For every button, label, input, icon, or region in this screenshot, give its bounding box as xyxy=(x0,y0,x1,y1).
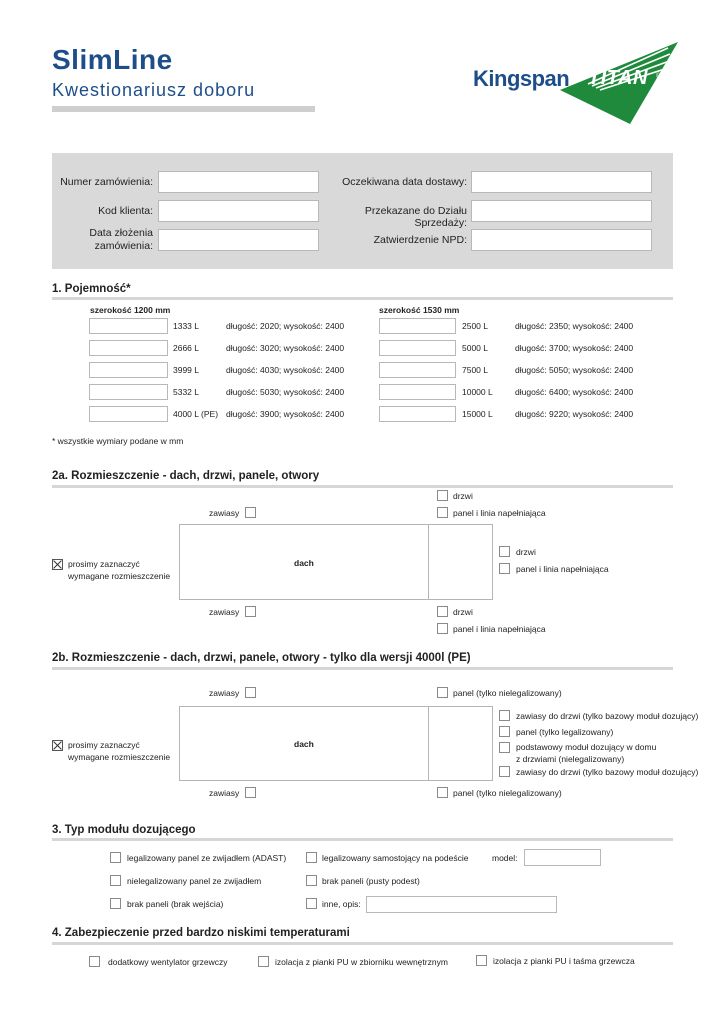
capacity-1200-input[interactable] xyxy=(89,384,168,400)
bottom-hinges-checkbox[interactable] xyxy=(245,606,256,617)
capacity-dims: długość: 9220; wysokość: 2400 xyxy=(515,409,634,419)
top-panel-unlegal-checkbox[interactable] xyxy=(437,687,448,698)
no-panel-empty-label: brak paneli (pusty podest) xyxy=(322,876,420,886)
capacity-dims: długość: 3900; wysokość: 2400 xyxy=(226,409,345,419)
top-hinges-checkbox[interactable] xyxy=(245,687,256,698)
capacity-1530-input[interactable] xyxy=(379,362,456,378)
order-number-input[interactable] xyxy=(158,171,319,193)
side-door-label: drzwi xyxy=(516,547,536,557)
capacity-value: 5000 L xyxy=(462,343,488,353)
legal-standalone-checkbox[interactable] xyxy=(306,852,317,863)
capacity-dims: długość: 3020; wysokość: 2400 xyxy=(226,343,345,353)
unlegal-panel-label: nielegalizowany panel ze zwijadłem xyxy=(127,876,262,886)
capacity-dims: długość: 2020; wysokość: 2400 xyxy=(226,321,345,331)
order-number-label: Numer zamówienia: xyxy=(60,176,153,188)
width-1530-label: szerokość 1530 mm xyxy=(379,305,460,315)
capacity-dims: długość: 6400; wysokość: 2400 xyxy=(515,387,634,397)
module-heading: 3. Typ modułu dozującego xyxy=(52,824,196,836)
capacity-value: 7500 L xyxy=(462,365,488,375)
side-door-checkbox[interactable] xyxy=(499,546,510,557)
top-hinges-checkbox[interactable] xyxy=(245,507,256,518)
capacity-dims: długość: 5050; wysokość: 2400 xyxy=(515,365,634,375)
capacity-value: 10000 L xyxy=(462,387,493,397)
capacity-value: 3999 L xyxy=(173,365,199,375)
section-divider xyxy=(52,297,673,300)
pu-tape-checkbox[interactable] xyxy=(476,955,487,966)
other-checkbox[interactable] xyxy=(306,898,317,909)
order-date-input[interactable] xyxy=(158,229,319,251)
fan-label: dodatkowy wentylator grzewczy xyxy=(108,957,228,967)
unlegal-panel-checkbox[interactable] xyxy=(110,875,121,886)
logo-titan: TITAN xyxy=(588,67,648,89)
section-divider xyxy=(52,667,673,670)
capacity-1200-input[interactable] xyxy=(89,362,168,378)
model-input[interactable] xyxy=(524,849,601,866)
client-code-label: Kod klienta: xyxy=(98,205,153,217)
legal-standalone-label: legalizowany samostojący na podeście xyxy=(322,853,469,863)
side-base-module-line1: podstawowy moduł dozujący w domu xyxy=(516,742,657,752)
sales-transfer-input[interactable] xyxy=(471,200,652,222)
bottom-hinges-checkbox[interactable] xyxy=(245,787,256,798)
top-door-label: drzwi xyxy=(453,491,473,501)
bottom-panel-fill-label: panel i linia napełniająca xyxy=(453,624,546,634)
capacity-1200-input[interactable] xyxy=(89,318,168,334)
title-underline xyxy=(52,106,315,112)
roof-label: dach xyxy=(294,739,314,749)
top-panel-unlegal-label: panel (tylko nielegalizowany) xyxy=(453,688,562,698)
capacity-value: 5332 L xyxy=(173,387,199,397)
layout-b-heading: 2b. Rozmieszczenie - dach, drzwi, panele, otwory - tylko dla wersji 4000l (PE) xyxy=(52,652,471,664)
page-title: SlimLine xyxy=(52,44,173,75)
bottom-hinges-label: zawiasy xyxy=(209,788,240,798)
roof-label: dach xyxy=(294,558,314,568)
mark-note-line2: wymagane rozmieszczenie xyxy=(68,752,171,762)
other-label: inne, opis: xyxy=(322,899,361,909)
model-label: model: xyxy=(492,853,518,863)
npd-approval-input[interactable] xyxy=(471,229,652,251)
width-1200-label: szerokość 1200 mm xyxy=(90,305,171,315)
pu-inner-checkbox[interactable] xyxy=(258,956,269,967)
mark-example-checkbox xyxy=(52,559,63,570)
mark-note-line1: prosimy zaznaczyć xyxy=(68,559,140,569)
capacity-1530-input[interactable] xyxy=(379,384,456,400)
capacity-heading: 1. Pojemność* xyxy=(52,283,131,295)
section-divider xyxy=(52,838,673,841)
pu-inner-label: izolacja z pianki PU w zbiorniku wewnętrznym xyxy=(275,957,448,967)
side-base-module-checkbox[interactable] xyxy=(499,742,510,753)
mark-note-line1: prosimy zaznaczyć xyxy=(68,740,140,750)
delivery-date-input[interactable] xyxy=(471,171,652,193)
capacity-dims: długość: 5030; wysokość: 2400 xyxy=(226,387,345,397)
bottom-panel-fill-checkbox[interactable] xyxy=(437,623,448,634)
sales-transfer-label: Przekazane do Działu Sprzedaży: xyxy=(364,205,467,229)
pu-tape-label: izolacja z pianki PU i taśma grzewcza xyxy=(493,956,635,966)
section-divider xyxy=(52,942,673,945)
top-hinges-label: zawiasy xyxy=(209,508,240,518)
frost-heading: 4. Zabezpieczenie przed bardzo niskimi temperaturami xyxy=(52,927,350,939)
side-panel-legal-checkbox[interactable] xyxy=(499,726,510,737)
top-door-checkbox[interactable] xyxy=(437,490,448,501)
other-description-input[interactable] xyxy=(366,896,557,913)
legal-panel-label: legalizowany panel ze zwijadłem (ADAST) xyxy=(127,853,287,863)
logo-kingspan: Kingspan xyxy=(473,66,570,91)
kingspan-titan-logo xyxy=(470,40,682,126)
mark-note-line2: wymagane rozmieszczenie xyxy=(68,571,171,581)
capacity-1200-input[interactable] xyxy=(89,340,168,356)
bottom-panel-unlegal-checkbox[interactable] xyxy=(437,787,448,798)
tank-layout-diagram-a xyxy=(179,524,493,600)
side-hinges-door-2-checkbox[interactable] xyxy=(499,766,510,777)
logo-registered: ® xyxy=(656,73,662,80)
diagram-divider xyxy=(428,706,429,781)
bottom-panel-unlegal-label: panel (tylko nielegalizowany) xyxy=(453,788,562,798)
capacity-value: 15000 L xyxy=(462,409,493,419)
dimensions-footnote: * wszystkie wymiary podane w mm xyxy=(52,436,184,446)
top-panel-fill-label: panel i linia napełniająca xyxy=(453,508,546,518)
order-date-label: Data złożenia zamówienia: xyxy=(89,227,153,252)
capacity-1530-input[interactable] xyxy=(379,340,456,356)
bottom-door-checkbox[interactable] xyxy=(437,606,448,617)
side-panel-fill-checkbox[interactable] xyxy=(499,563,510,574)
capacity-value: 1333 L xyxy=(173,321,199,331)
side-panel-legal-label: panel (tylko legalizowany) xyxy=(516,727,614,737)
side-base-module-line2: z drzwiami (nielegalizowany) xyxy=(516,754,625,764)
client-code-input[interactable] xyxy=(158,200,319,222)
capacity-dims: długość: 3700; wysokość: 2400 xyxy=(515,343,634,353)
no-panel-entry-label: brak paneli (brak wejścia) xyxy=(127,899,224,909)
side-hinges-door-checkbox[interactable] xyxy=(499,710,510,721)
capacity-1200-input[interactable] xyxy=(89,406,168,422)
delivery-date-label: Oczekiwana data dostawy: xyxy=(342,176,467,188)
no-panel-empty-checkbox[interactable] xyxy=(306,875,317,886)
top-hinges-label: zawiasy xyxy=(209,688,240,698)
diagram-divider xyxy=(428,524,429,600)
capacity-1530-input[interactable] xyxy=(379,318,456,334)
capacity-dims: długość: 4030; wysokość: 2400 xyxy=(226,365,345,375)
mark-example-checkbox xyxy=(52,740,63,751)
top-panel-fill-checkbox[interactable] xyxy=(437,507,448,518)
capacity-value: 2500 L xyxy=(462,321,488,331)
side-hinges-door-2-label: zawiasy do drzwi (tylko bazowy moduł dozujący) xyxy=(516,767,699,777)
tank-layout-diagram-b xyxy=(179,706,493,781)
side-hinges-door-label: zawiasy do drzwi (tylko bazowy moduł dozujący) xyxy=(516,711,699,721)
npd-approval-label: Zatwierdzenie NPD: xyxy=(373,234,467,246)
capacity-dims: długość: 2350; wysokość: 2400 xyxy=(515,321,634,331)
capacity-value: 2666 L xyxy=(173,343,199,353)
capacity-1530-input[interactable] xyxy=(379,406,456,422)
fan-checkbox[interactable] xyxy=(89,956,100,967)
bottom-door-label: drzwi xyxy=(453,607,473,617)
capacity-value: 4000 L (PE) xyxy=(173,409,219,419)
page-subtitle: Kwestionariusz doboru xyxy=(52,80,256,100)
no-panel-entry-checkbox[interactable] xyxy=(110,898,121,909)
bottom-hinges-label: zawiasy xyxy=(209,607,240,617)
side-panel-fill-label: panel i linia napełniająca xyxy=(516,564,609,574)
legal-panel-checkbox[interactable] xyxy=(110,852,121,863)
layout-a-heading: 2a. Rozmieszczenie - dach, drzwi, panele, otwory xyxy=(52,470,320,482)
section-divider xyxy=(52,485,673,488)
